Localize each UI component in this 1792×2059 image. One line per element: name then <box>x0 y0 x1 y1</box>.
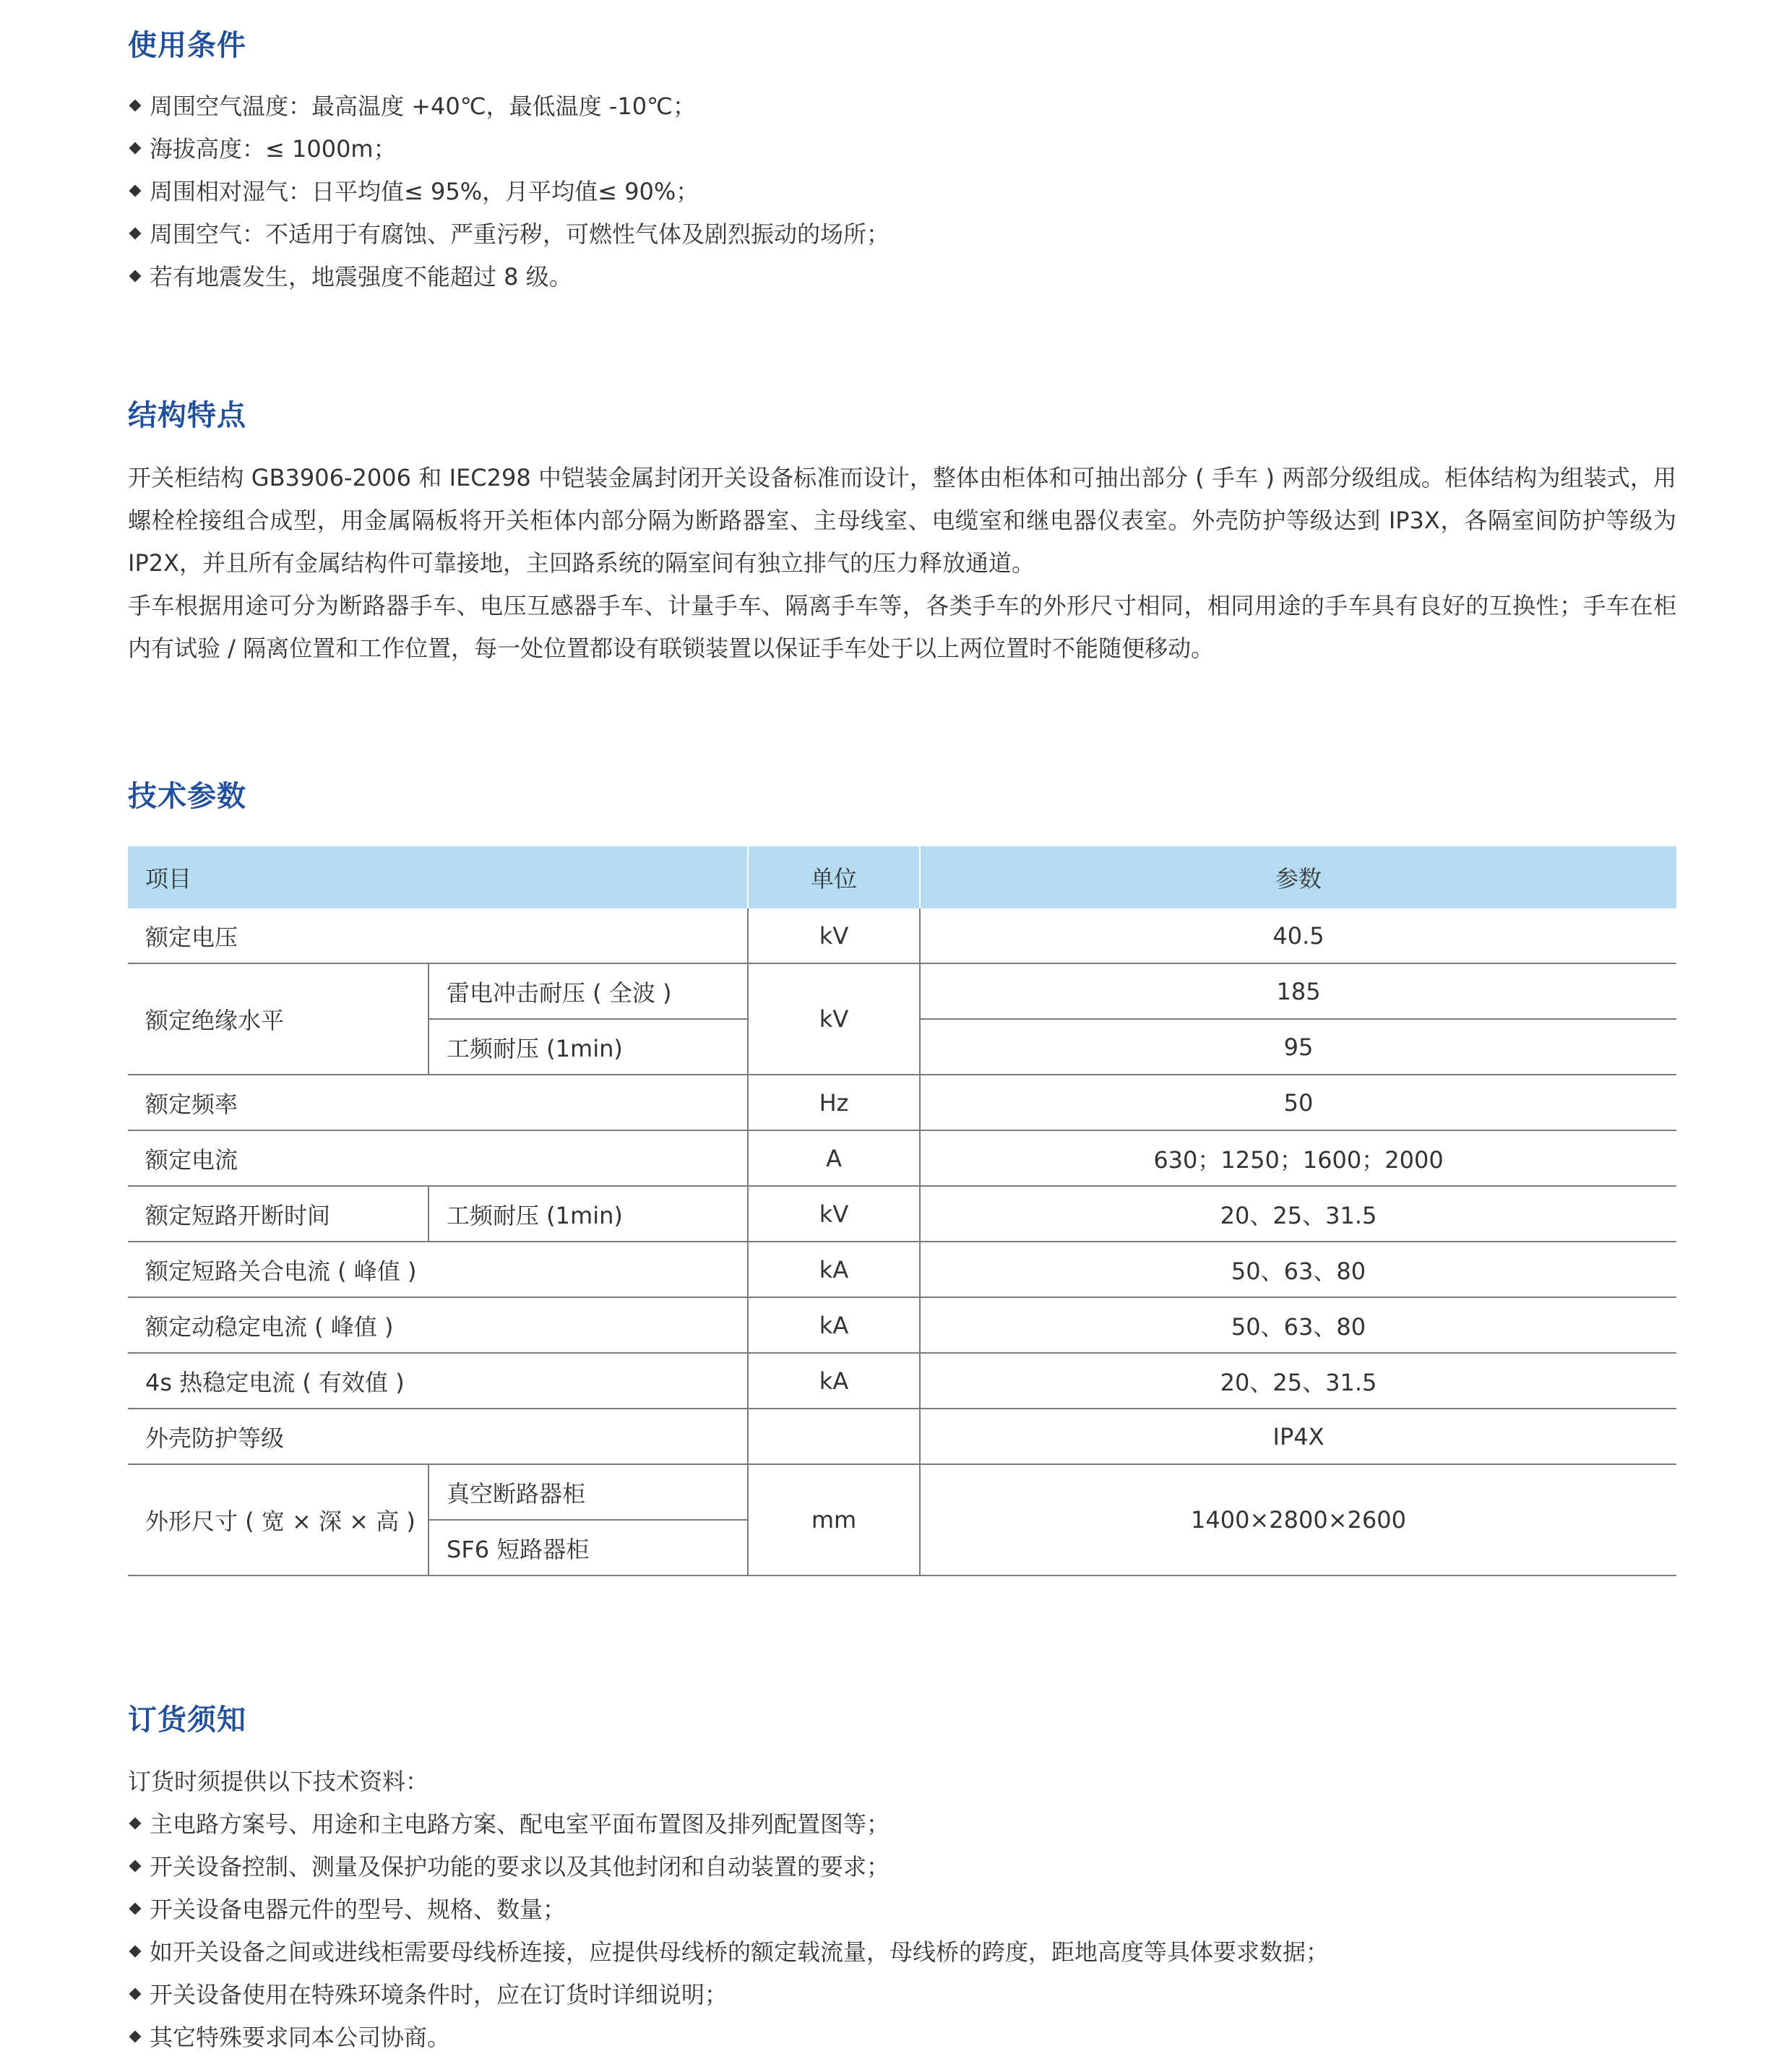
cell-unit: A <box>748 1130 920 1186</box>
cell-unit: kA <box>748 1353 920 1409</box>
cell-item: 额定短路开断时间 <box>128 1186 428 1242</box>
list-item: 主电路方案号、用途和主电路方案、配电室平面布置图及排列配置图等； <box>128 1803 1676 1846</box>
diamond-bullet-icon <box>129 1903 142 1915</box>
cell-item: 4s 热稳定电流 ( 有效值 ) <box>128 1353 748 1409</box>
cell-subitem: 雷电冲击耐压 ( 全波 ) <box>428 963 748 1019</box>
header-param: 参数 <box>920 846 1676 908</box>
cell-item: 额定频率 <box>128 1075 748 1130</box>
cell-subitem: SF6 短路器柜 <box>428 1520 748 1576</box>
cell-subitem: 工频耐压 (1min) <box>428 1186 748 1242</box>
cell-subitem: 工频耐压 (1min) <box>428 1019 748 1075</box>
table-row <box>128 1464 1676 1520</box>
cell-item: 额定电压 <box>128 908 748 963</box>
cell-value: 20、25、31.5 <box>920 1186 1676 1242</box>
cell-value: 40.5 <box>920 908 1676 963</box>
cell-unit: kV <box>748 963 920 1075</box>
order-intro: 订货时须提供以下技术资料： <box>128 1768 429 1795</box>
cell-value: 50、63、80 <box>920 1297 1676 1353</box>
cell-item: 额定短路关合电流 ( 峰值 ) <box>128 1242 748 1297</box>
structure-title: 结构特点 <box>128 399 246 432</box>
table-row <box>128 1353 1676 1409</box>
cell-value: 630；1250；1600；2000 <box>920 1130 1676 1186</box>
tech-params-table <box>128 846 1676 1576</box>
structure-paragraph-1: 开关柜结构 GB3906-2006 和 IEC298 中铠装金属封闭开关设备标准而设计，整体由柜体和可抽出部分 ( 手车 ) 两部分级组成。柜体结构为组装式，用螺栓栓接组合成型，用金属隔板将开关柜体内部分隔为断路器室、主母线室、电缆室和继电器仪表室。外壳防护等级达到 IP3X，各隔室间防护等级为 IP2X，并且所有金属结构件可靠接地，主回路系统的隔室间有独立排气的压力释放通道。 <box>128 464 1676 577</box>
structure-paragraph-2: 手车根据用途可分为断路器手车、电压互感器手车、计量手车、隔离手车等，各类手车的外形尺寸相同，相同用途的手车具有良好的互换性；手车在柜内有试验 / 隔离位置和工作位置，每一处位置都设有联锁装置以保证手车处于以上两位置时不能随便移动。 <box>128 592 1676 662</box>
diamond-bullet-icon <box>129 228 142 240</box>
order-title: 订货须知 <box>128 1703 246 1737</box>
list-item: 如开关设备之间或进线柜需要母线桥连接，应提供母线桥的额定载流量，母线桥的跨度，距地高度等具体要求数据； <box>128 1931 1676 1974</box>
cell-value: 95 <box>920 1019 1676 1075</box>
list-item: 开关设备使用在特殊环境条件时，应在订货时详细说明； <box>128 1974 1676 2016</box>
cell-item: 外形尺寸 ( 宽 × 深 × 高 ) <box>128 1464 428 1576</box>
cell-unit: Hz <box>748 1075 920 1130</box>
cell-value: 1400×2800×2600 <box>920 1464 1676 1576</box>
cell-unit: kV <box>748 908 920 963</box>
cell-unit: kA <box>748 1242 920 1297</box>
list-item: 开关设备控制、测量及保护功能的要求以及其他封闭和自动装置的要求； <box>128 1846 1676 1888</box>
diamond-bullet-icon <box>129 1988 142 2000</box>
cell-value: 20、25、31.5 <box>920 1353 1676 1409</box>
diamond-bullet-icon <box>129 2031 142 2043</box>
cell-unit: kA <box>748 1297 920 1353</box>
list-item: 周围相对湿气：日平均值≤ 95%，月平均值≤ 90%； <box>128 171 1676 213</box>
diamond-bullet-icon <box>129 185 142 197</box>
usage-title: 使用条件 <box>128 29 246 62</box>
table-row <box>128 1409 1676 1464</box>
list-item: 开关设备电器元件的型号、规格、数量； <box>128 1888 1676 1931</box>
cell-unit: mm <box>748 1464 920 1576</box>
list-item: 周围空气温度：最高温度 +40℃，最低温度 -10℃； <box>128 85 1676 128</box>
tech-title: 技术参数 <box>128 780 246 813</box>
diamond-bullet-icon <box>129 270 142 283</box>
table-row <box>128 1242 1676 1297</box>
diamond-bullet-icon <box>129 1860 142 1873</box>
cell-item: 外壳防护等级 <box>128 1409 748 1464</box>
diamond-bullet-icon <box>129 1946 142 1958</box>
diamond-bullet-icon <box>129 1818 142 1830</box>
table-row <box>128 1186 1676 1242</box>
list-item: 其它特殊要求同本公司协商。 <box>128 2016 1676 2059</box>
cell-item: 额定绝缘水平 <box>128 963 428 1075</box>
table-row <box>128 963 1676 1019</box>
cell-value: IP4X <box>920 1409 1676 1464</box>
table-header-row <box>128 846 1676 908</box>
cell-value: 185 <box>920 963 1676 1019</box>
order-list <box>128 1803 1676 2059</box>
cell-unit: kV <box>748 1186 920 1242</box>
list-item: 海拔高度：≤ 1000m； <box>128 128 1676 171</box>
list-item: 若有地震发生，地震强度不能超过 8 级。 <box>128 256 1676 298</box>
table-row <box>128 1297 1676 1353</box>
table-row <box>128 908 1676 963</box>
cell-item: 额定电流 <box>128 1130 748 1186</box>
table-row <box>128 1075 1676 1130</box>
cell-unit <box>748 1409 920 1464</box>
cell-subitem: 真空断路器柜 <box>428 1464 748 1520</box>
list-item: 周围空气：不适用于有腐蚀、严重污秽，可燃性气体及剧烈振动的场所； <box>128 213 1676 256</box>
header-item: 项目 <box>128 846 748 908</box>
diamond-bullet-icon <box>129 142 142 155</box>
cell-value: 50、63、80 <box>920 1242 1676 1297</box>
cell-value: 50 <box>920 1075 1676 1130</box>
diamond-bullet-icon <box>129 100 142 112</box>
header-unit: 单位 <box>748 846 920 908</box>
table-row <box>128 1130 1676 1186</box>
cell-item: 额定动稳定电流 ( 峰值 ) <box>128 1297 748 1353</box>
usage-list <box>128 85 1676 298</box>
